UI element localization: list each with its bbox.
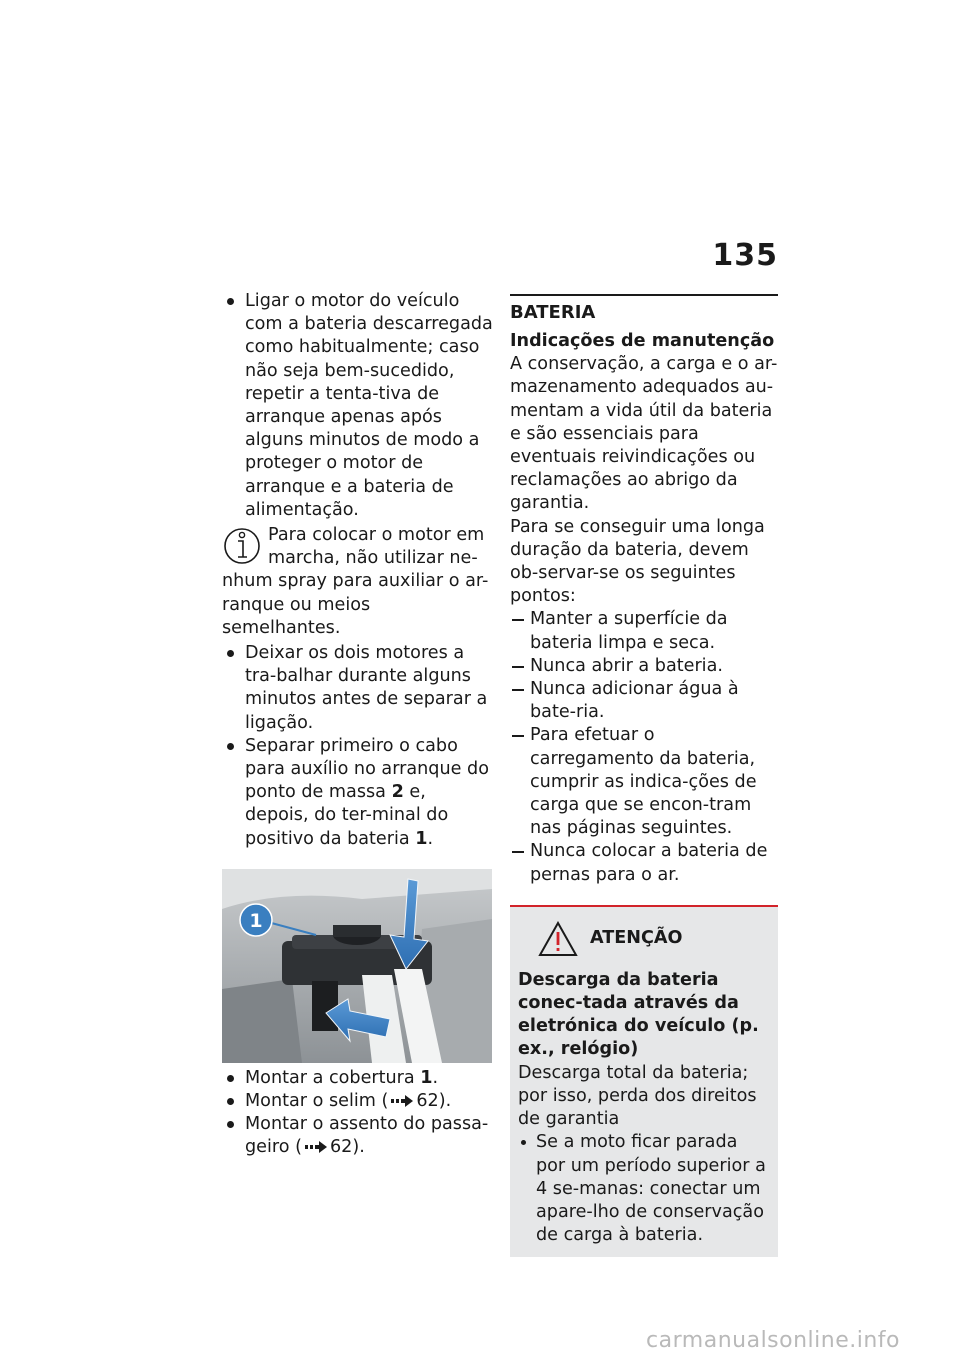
page-ref-arrow-icon <box>305 1141 327 1153</box>
watermark: carmanualsonline.info <box>646 1328 900 1353</box>
warning-bullet: Se a moto ficar parada por um período superior a 4 se-manas: conectar um apare-lho de conservação de carga à bateria. <box>518 1131 770 1247</box>
bullet-montar-cobertura: Montar a cobertura 1. <box>222 1067 494 1090</box>
page-ref-arrow-icon <box>391 1095 413 1107</box>
section-title: BATERIA <box>510 302 596 323</box>
page-number: 135 <box>712 238 778 273</box>
bullet-deixar-motores: Deixar os dois motores a tra-balhar durante alguns minutos antes de separar a ligação. <box>222 642 494 735</box>
dash-item: Nunca colocar a bateria de pernas para o ar. <box>510 840 778 886</box>
section-divider <box>510 294 778 296</box>
warning-text: Descarga total da bateria; por isso, perda dos direitos de garantia <box>518 1062 757 1130</box>
dash-item: Nunca abrir a bateria. <box>510 655 778 678</box>
page-ref[interactable]: 62 <box>416 1091 439 1112</box>
warning-header <box>538 919 770 959</box>
maintenance-paragraph-2: Para se conseguir uma longa duração da bateria, devem ob-servar-se os seguintes pontos: <box>510 516 765 607</box>
ref-number-1: 1 <box>415 828 428 849</box>
right-column <box>510 290 778 1257</box>
battery-photo <box>222 869 492 1063</box>
dash-item: Para efetuar o carregamento da bateria, cumprir as indica-ções de carga que se encon-tram nas páginas seguintes. <box>510 724 778 840</box>
subsection-title: Indicações de manutenção <box>510 331 775 351</box>
bullet-montar-assento: Montar o assento do passa-geiro ( 62). <box>222 1113 494 1159</box>
info-icon <box>222 524 262 568</box>
warning-box <box>510 905 778 1257</box>
warning-triangle-icon <box>538 921 578 957</box>
dash-item: Manter a superfície da bateria limpa e seca. <box>510 608 778 654</box>
info-note-text: Para colocar o motor em marcha, não utilizar ne-nhum spray para auxiliar o ar-ranque ou meios semelhantes. <box>222 525 489 638</box>
maintenance-paragraph: A conservação, a carga e o ar-mazenamento adequados au-mentam a vida útil da bateria e são essenciais para eventuais reivindicações ou reclamações ao abrigo da garantia. <box>510 354 778 514</box>
page-ref[interactable]: 62 <box>329 1137 353 1158</box>
warning-title: ATENÇÃO <box>590 928 683 949</box>
photo-callout-1: 1 <box>249 909 263 932</box>
info-note <box>222 524 494 640</box>
warning-subtitle: Descarga da bateria conec-tada através da eletrónica do veículo (p. ex., relógio) <box>518 969 759 1060</box>
dash-item: Nunca adicionar água à bate-ria. <box>510 678 778 724</box>
bullet-montar-selim: Montar o selim ( 62). <box>222 1090 494 1113</box>
bullet-separar-cabo: Separar primeiro o cabo para auxílio no arranque do ponto de massa 2 e, depois, do ter-minal do positivo da bateria 1. <box>222 735 494 851</box>
ref-number-2: 2 <box>391 782 404 803</box>
bullet-ligar-motor: Ligar o motor do veículo com a bateria descarregada como habitualmente; caso não seja bem-sucedido, repetir a tenta-tiva de arranque apenas após alguns minutos de modo a proteger o motor de arranque e a bateria de alimentação. <box>222 290 494 522</box>
left-column <box>222 290 494 1160</box>
